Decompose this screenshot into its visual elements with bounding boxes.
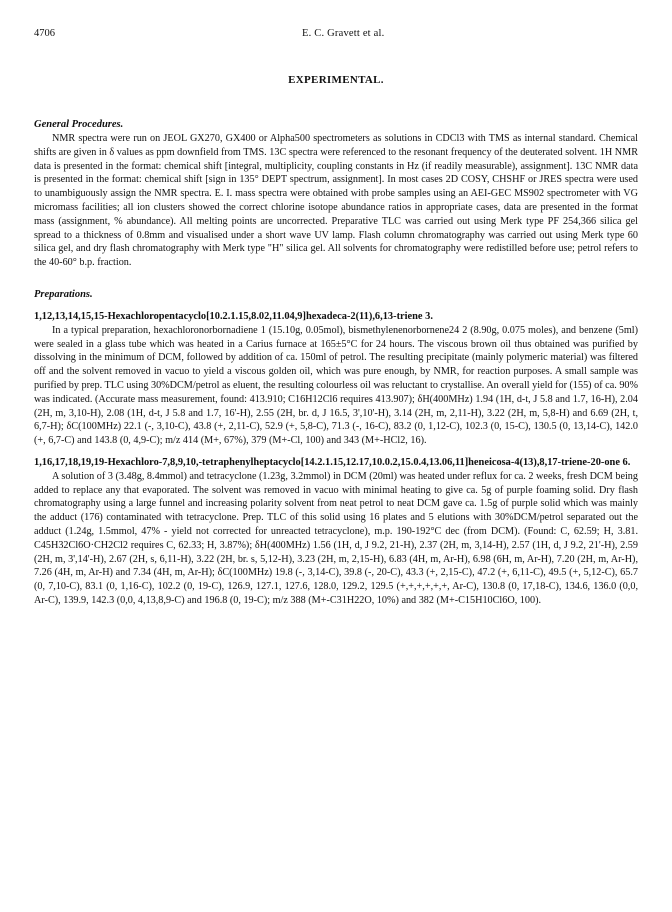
compound-3-title: 1,12,13,14,15,15-Hexachloropentacyclo[10.2.1.15,8.02,11.04,9]hexadeca-2(11),6,13-triene 3. — [34, 310, 433, 322]
preparations-heading: Preparations. — [34, 288, 93, 300]
page-number: 4706 — [34, 28, 55, 39]
running-title: E. C. Gravett et al. — [302, 28, 385, 39]
section-title: EXPERIMENTAL. — [288, 74, 384, 86]
running-head — [34, 28, 638, 46]
general-procedures-heading: General Procedures. — [34, 119, 124, 130]
compound-3-procedure: In a typical preparation, hexachloronorbornadiene 1 (15.10g, 0.05mol), bismethylenenorbornene24 2 (8.90g, 0.075 moles), and benzene (5ml) were sealed in a glass tube which was heated in a Carius furnace at 165±5°C for 24 hours. The viscous brown oil thus obtained was purified by dissolving in the minimum of DCM, followed by addition of ca. 150ml of petrol. The resulting precipitate (mainly polymeric material) was filtered off and the solvent removed in vacuo to yield a viscous golden oil, which was pure enough, by NMR, for reaction purposes. A small sample was purified by prep. TLC using 30%DCM/petrol as eluent, the resulting colourless oil was reluctant to crystallise. An overall yield for (155) of ca. 90% was indicated. (Accurate mass measurement, found: 413.910; C16H12Cl6 requires 413.907); δH(400MHz) 1.94 (1H, d-t, J 5.8 and 1.7, 16-H), 2.04 (2H, m, 3,10-H), 2.08 (1H, d-t, J 5.8 and 1.7, 16'-H), 2.55 (2H, br. d, J 16.5, 3',10'-H), 3.14 (2H, m, 2,11-H), 3.22 (2H, m, 5,8-H) and 6.69 (2H, t, 6,7-H); δC(100MHz) 22.1 (-, 3,10-C), 43.8 (+, 2,11-C), 52.9 (+, 5,8-C), 71.3 (-, 16-C), 83.2 (0, 1,12-C), 102.3 (0, 15-C), 130.5 (0, 13,14-C), 142.0 (+, 6,7-C) and 143.8 (0, 4,9-C); m/z 414 (M+, 67%), 379 (M+-Cl, 100) and 343 (M+-HCl2, 16). — [34, 324, 638, 447]
compound-6-procedure: A solution of 3 (3.48g, 8.4mmol) and tetracyclone (1.23g, 3.2mmol) in DCM (20ml) was heated under reflux for ca. 2 weeks, fresh DCM being added to replace any that evaporated. The solvent was removed in vacuo with minimal heating to give ca. 5g of purple foaming solid. Dry flash chromatography using a large funnel and increasing polarity solvent from neat petrol to neat DCM gave ca. 1.5g of purple solid which was mainly the adduct (176) contaminated with tetracyclone. Prep. TLC of this solid using 16 plates and 5 elutions with 30%DCM/petrol separated out the adduct (1.24g, 1.5mmol, 47% - yield not corrected for unreacted tetracyclone), m.p. 190-192°C dec (from DCM). (Found: C, 62.59; H, 3.81. C45H32Cl6O·CH2Cl2 requires C, 62.33; H, 3.87%); δH(400MHz) 1.56 (1H, d, J 9.2, 21-H), 2.37 (2H, m, 3,14-H), 2.57 (1H, d, J 9.2, 21'-H), 2.59 (2H, m, 3',14'-H), 2.67 (2H, s, 6,11-H), 3.22 (2H, br. s, 5,12-H), 3.23 (2H, m, 2,15-H), 6.83 (4H, m, Ar-H), 6.98 (6H, m, Ar-H), 7.20 (2H, m, Ar-H), 7.26 (4H, m, Ar-H) and 7.34 (4H, m, Ar-H); δC(100MHz) 19.8 (-, 3,14-C), 39.8 (-, 20-C), 43.3 (+, 2,15-C), 47.2 (+, 6,11-C), 49.5 (+, 5,12-C), 65.7 (0, 7,10-C), 83.1 (0, 1,16-C), 102.2 (0, 19-C), 126.9, 127.1, 127.6, 128.0, 129.2, 129.5 (+,+,+,+,+,+, Ar-C), 130.8 (0, 17,18-C), 134.6, 136.0 (0,0, Ar-C), 139.9, 142.3 (0,0, 4,13,8,9-C) and 196.8 (0, 19-C); m/z 388 (M+-C31H22O, 10%) and 382 (M+-C15H10Cl6O, 100). — [34, 470, 638, 606]
compound-6-title: 1,16,17,18,19,19-Hexachloro-7,8,9,10,-tetraphenylheptacyclo[14.2.1.15,12.17,10.0.2,15.0.4,13.06,11]heneicosa-4(13),8,17-triene-20-one 6. — [34, 456, 631, 468]
journal-page — [34, 28, 638, 608]
general-procedures-text: NMR spectra were run on JEOL GX270, GX400 or Alpha500 spectrometers as solutions in CDCl3 with TMS as internal standard. Chemical shifts are given in δ values as ppm downfield from TMS. 13C spectra were referenced to the resonant frequency of the deuterated solvent. 1H NMR data is presented in the format: chemical shift [integral, multiplicity, coupling constants in Hz (if readily measurable), assignment]. 13C NMR data is presented in the format: chemical shift [sign in 135° DEPT spectrum, assignment]. In most cases 2D COSY, CHSHF or JRES spectra were used to unambiguously assign the NMR spectra. E. I. mass spectra were obtained with probe samples using an AEI-GEC MS902 spectrometer with VG micromass facilities; all ion clusters showed the correct chlorine isotope abundance ratios in appropriate cases, data are presented in the format mass (assignment, % abundance). All melting points are uncorrected. Preparative TLC was carried out using Merk type PF 254,366 silica gel spread to a thickness of 0.8mm and visualised under a short wave UV lamp. Flash column chromatography was carried out using Merk type 60 silica gel, and dry flash chromatography with Merk type "H" silica gel. All solvents for chromatography were redistilled before use; petrol refers to the 40-60° b.p. fraction. — [34, 133, 638, 269]
